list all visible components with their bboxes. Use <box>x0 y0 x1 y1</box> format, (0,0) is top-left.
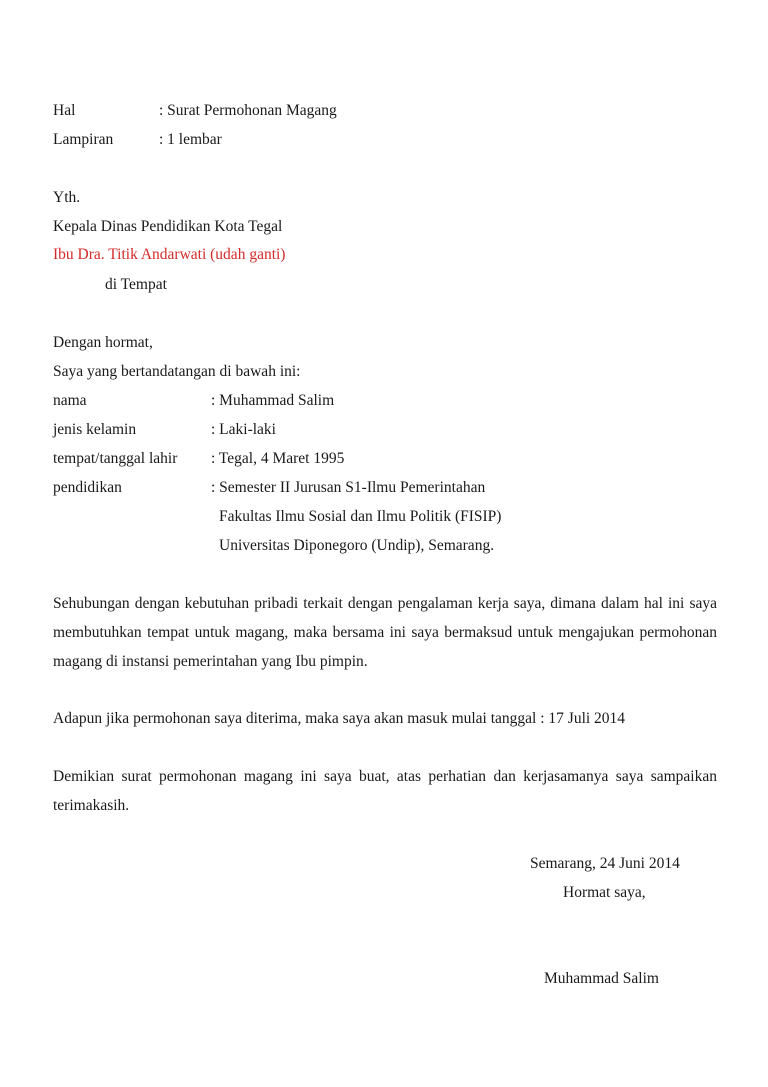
pendidikan-value-line1: : Semester II Jurusan S1-Ilmu Pemerintahan <box>211 479 486 496</box>
body-paragraph-1: Sehubungan dengan kebutuhan pribadi terkait dengan pengalaman kerja saya, dimana dalam hal ini saya membutuhkan tempat untuk magang, maka bersama ini saya bermaksud untuk mengajukan permohonan magang di instansi pemerintahan yang Ibu pimpin. <box>53 595 717 670</box>
lampiran-value: : 1 lembar <box>159 131 222 148</box>
pendidikan-value-line2: Fakultas Ilmu Sosial dan Ilmu Politik (FISIP) <box>219 508 502 525</box>
recipient-place: di Tempat <box>105 276 167 293</box>
body-paragraph-3: Demikian surat permohonan magang ini saya buat, atas perhatian dan kerjasamanya saya sampaikan terimakasih. <box>53 768 717 814</box>
nama-label: nama <box>53 392 87 409</box>
place-date: Semarang, 24 Juni 2014 <box>530 855 680 872</box>
lampiran-label: Lampiran <box>53 131 114 148</box>
pendidikan-label: pendidikan <box>53 479 122 496</box>
ttl-value: : Tegal, 4 Maret 1995 <box>211 450 345 467</box>
closing-salutation: Hormat saya, <box>563 884 646 901</box>
recipient-name: Ibu Dra. Titik Andarwati (udah ganti) <box>53 246 286 263</box>
ttl-label: tempat/tanggal lahir <box>53 450 178 467</box>
intro-text: Saya yang bertandatangan di bawah ini: <box>53 363 301 380</box>
hal-label: Hal <box>53 102 76 119</box>
jenis-kelamin-value: : Laki-laki <box>211 421 276 438</box>
hal-value: : Surat Permohonan Magang <box>159 102 337 119</box>
jenis-kelamin-label: jenis kelamin <box>53 421 137 438</box>
pendidikan-value-line3: Universitas Diponegoro (Undip), Semarang. <box>219 537 495 554</box>
recipient-yth: Yth. <box>53 189 81 206</box>
nama-value: : Muhammad Salim <box>211 392 335 409</box>
signatory-name: Muhammad Salim <box>544 970 659 987</box>
recipient-title: Kepala Dinas Pendidikan Kota Tegal <box>53 218 283 235</box>
body-paragraph-2: Adapun jika permohonan saya diterima, maka saya akan masuk mulai tanggal : 17 Juli 2014 <box>53 710 626 727</box>
greeting: Dengan hormat, <box>53 334 153 351</box>
